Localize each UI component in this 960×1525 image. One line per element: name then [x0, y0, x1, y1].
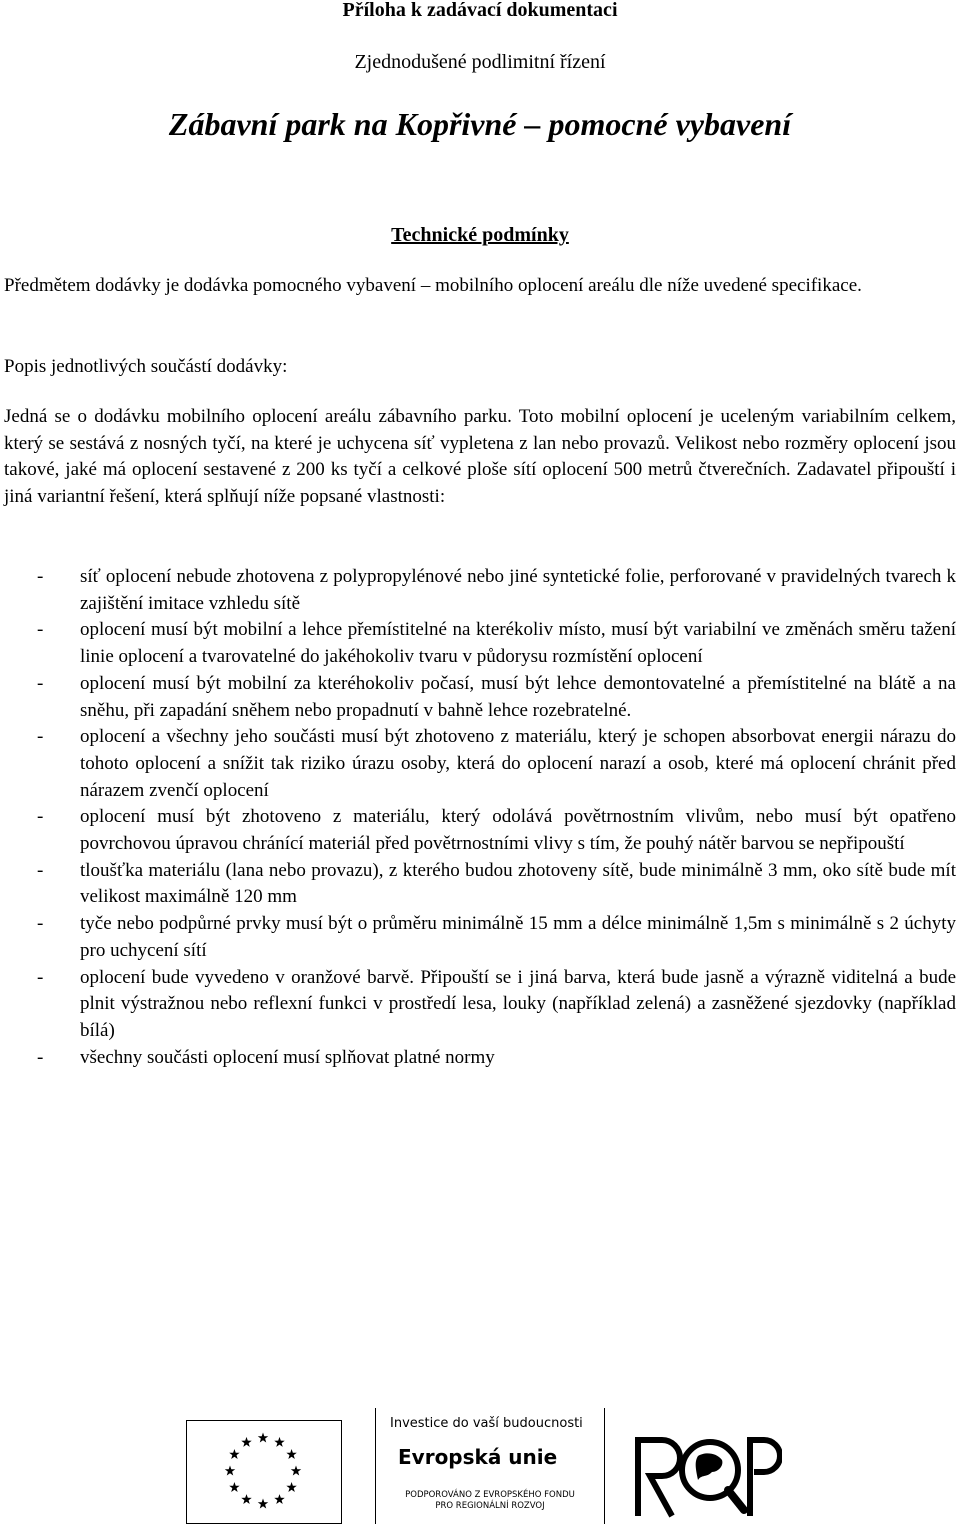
eu-fund-line-1: PODPOROVÁNO Z EVROPSKÉHO FONDU [405, 1490, 575, 1500]
funding-footer [0, 1400, 960, 1525]
eu-star-icon [286, 1482, 296, 1492]
list-marker: - [37, 566, 44, 587]
list-marker: - [37, 859, 44, 881]
footer-divider [604, 1408, 605, 1524]
list-item: - tyče nebo podpůrné prvky musí být o průměru minimálně 15 mm a délce minimálně 1,5m s minimálně s 2 úchyty pro uchycení sítí [37, 913, 956, 961]
intro-paragraph: Předmětem dodávky je dodávka pomocného vybavení – mobilního oplocení areálu dle níže uvedené specifikace. [4, 275, 862, 296]
list-marker: - [37, 913, 44, 935]
eu-star-icon [225, 1466, 235, 1476]
procedure-type: Zjednodušené podlimitní řízení [354, 51, 606, 73]
eu-stars-icon [187, 1421, 340, 1522]
eu-star-icon [241, 1494, 251, 1504]
eu-slogan: Investice do vaší budoucnosti [390, 1416, 583, 1431]
list-marker: - [37, 1046, 44, 1068]
eu-star-icon [229, 1449, 239, 1459]
eu-star-icon [241, 1437, 251, 1447]
eu-star-icon [229, 1482, 239, 1492]
eu-star-icon [286, 1449, 296, 1459]
footer-divider [375, 1408, 376, 1524]
components-heading: Popis jednotlivých součástí dodávky: [4, 356, 288, 377]
eu-star-icon [291, 1466, 301, 1476]
eu-star-icon [258, 1499, 268, 1509]
list-item: - oplocení musí být mobilní a lehce přemístitelné na kterékoliv místo, musí být variabilní ve změnách směru tažení linie oplocení a tvarovatelné do jakéhokoliv tvaru v půdorysu rozmístění oplocení [37, 619, 956, 668]
list-item: - oplocení bude vyvedeno v oranžové barvě. Připouští se i jiná barva, která bude jasně a výrazně viditelná a bude plnit výstražnou nebo reflexní funkci v prostředí lesa, louky (například zelená) a zasněžené sjezdovky (například bílá) [37, 966, 956, 1041]
eu-star-icon [274, 1437, 284, 1447]
requirements-list [4, 564, 956, 1071]
body-paragraph: Jedná se o dodávku mobilního oplocení areálu zábavního parku. Toto mobilní oplocení je uceleným variabilním celkem, který se sestává z nosných tyčí, na které je uchycena síť vypletena z lan nebo provazů. Velikost nebo rozměry oplocení jsou takové, jaké má oplocení sestavené z 200 ks tyčí a celkové ploše sítí oplocení 500 metrů čtverečních. Zadavatel připouští i jiná variantní řešení, která splňují níže popsané vlastnosti: [4, 406, 956, 507]
section-heading: Technické podmínky [391, 224, 569, 246]
list-marker: - [37, 726, 44, 748]
list-item: - oplocení musí být mobilní za kteréhokoliv počasí, musí být lehce demontovatelné a přemístitelné na blátě a na sněhu, při zapadání sněhem nebo propadnutí v bahně lehce rozebratelné. [37, 672, 956, 721]
eu-fund-line-2: PRO REGIONÁLNÍ ROZVOJ [435, 1501, 545, 1511]
rop-logo-icon [632, 1426, 782, 1522]
list-item: - oplocení musí být zhotoveno z materiálu, který odolává povětrnostním vlivům, nebo musí být opatřeno povrchovou úpravou chránící materiál před povětrnostními vlivy s tím, že pouhý nátěr barvou se nepřipouští [37, 806, 956, 855]
list-marker: - [37, 672, 44, 694]
eu-name: Evropská unie [398, 1445, 558, 1469]
eu-flag-icon [186, 1420, 342, 1524]
list-item: - oplocení a všechny jeho součásti musí být zhotoveno z materiálu, který je schopen absorbovat energii nárazu do tohoto oplocení a snížit tak riziko úrazu osoby, která do oplocení narazí a osob, které má oplocení chránit před nárazem zvenčí oplocení [37, 726, 956, 801]
annex-heading: Příloha k zadávací dokumentaci [342, 0, 618, 21]
list-item: - tloušťka materiálu (lana nebo provazu), z kterého budou zhotoveny sítě, bude minimálně 3 mm, oko sítě bude mít velikost maximálně 120 mm [37, 859, 956, 908]
list-item: - všechny součásti oplocení musí splňovat platné normy [4, 1045, 956, 1072]
eu-star-icon [274, 1494, 284, 1504]
list-marker: - [37, 806, 44, 828]
list-item: - síť oplocení nebude zhotovena z polypropylénové nebo jiné syntetické folie, perforované v pravidelných tvarech k zajištění imitace vzhledu sítě [37, 566, 956, 614]
list-marker: - [37, 966, 44, 988]
list-marker: - [37, 619, 44, 641]
document-title: Zábavní park na Kopřivné – pomocné vybavení [168, 106, 792, 142]
eu-star-icon [258, 1433, 268, 1443]
